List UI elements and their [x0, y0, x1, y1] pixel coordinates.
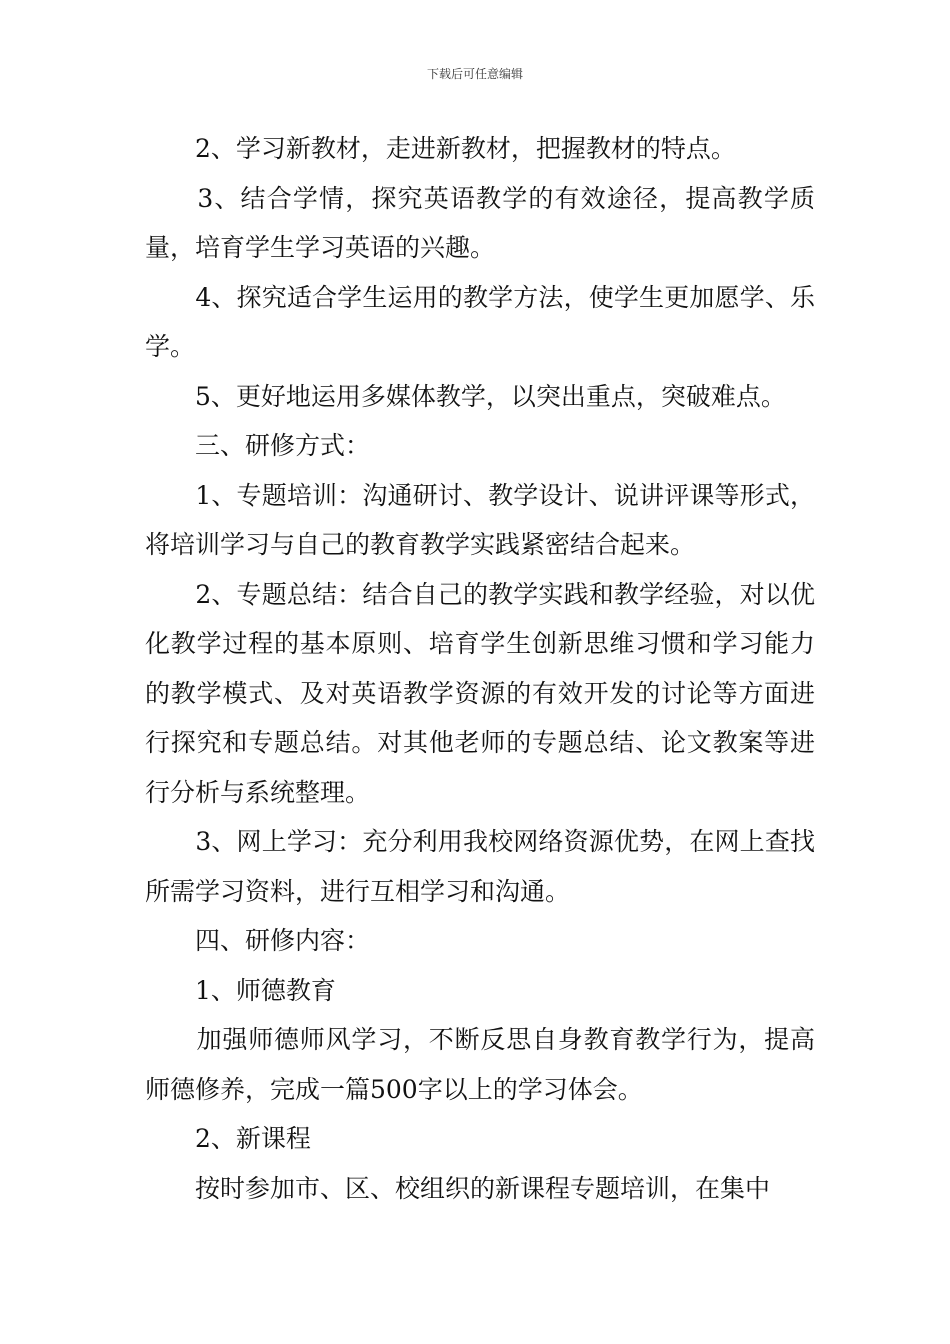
paragraph-method-3: 3、网上学习：充分利用我校网络资源优势，在网上查找所需学习资料，进行互相学习和沟通。 [145, 827, 815, 906]
subheading-curriculum: 2、新课程 [145, 1124, 311, 1153]
paragraph-ethics: 加强师德师风学习，不断反思自身教育教学行为，提高师德修养，完成一篇500字以上的学习体会。 [145, 1025, 815, 1104]
paragraph-method-1: 1、专题培训：沟通研讨、教学设计、说讲评课等形式，将培训学习与自己的教育教学实践紧密结合起来。 [145, 480, 815, 559]
section-heading-content: 四、研修内容： [145, 926, 371, 955]
subheading-ethics: 1、师德教育 [145, 975, 336, 1005]
paragraph-goal-2: 2、学习新教材，走进新教材，把握教材的特点。 [145, 134, 736, 163]
section-heading-methods: 三、研修方式： [145, 431, 371, 460]
paragraph-curriculum: 按时参加市、区、校组织的新课程专题培训，在集中 [145, 1173, 771, 1203]
paragraph-goal-5: 5、更好地运用多媒体教学，以突出重点，突破难点。 [145, 381, 786, 411]
document-body [145, 124, 815, 1213]
paragraph-goal-3: 3、结合学情，探究英语教学的有效途径，提高教学质量，培育学生学习英语的兴趣。 [145, 183, 815, 262]
paragraph-method-2: 2、专题总结：结合自己的教学实践和教学经验，对以优化教学过程的基本原则、培育学生创新思维习惯和学习能力的教学模式、及对英语教学资源的有效开发的讨论等方面进行探究和专题总结。对其他老师的专题总结、论文教案等进行分析与系统整理。 [145, 579, 815, 807]
page-header: 下载后可任意编辑 [426, 67, 523, 81]
paragraph-goal-4: 4、探究适合学生运用的教学方法，使学生更加愿学、乐学。 [145, 282, 815, 361]
